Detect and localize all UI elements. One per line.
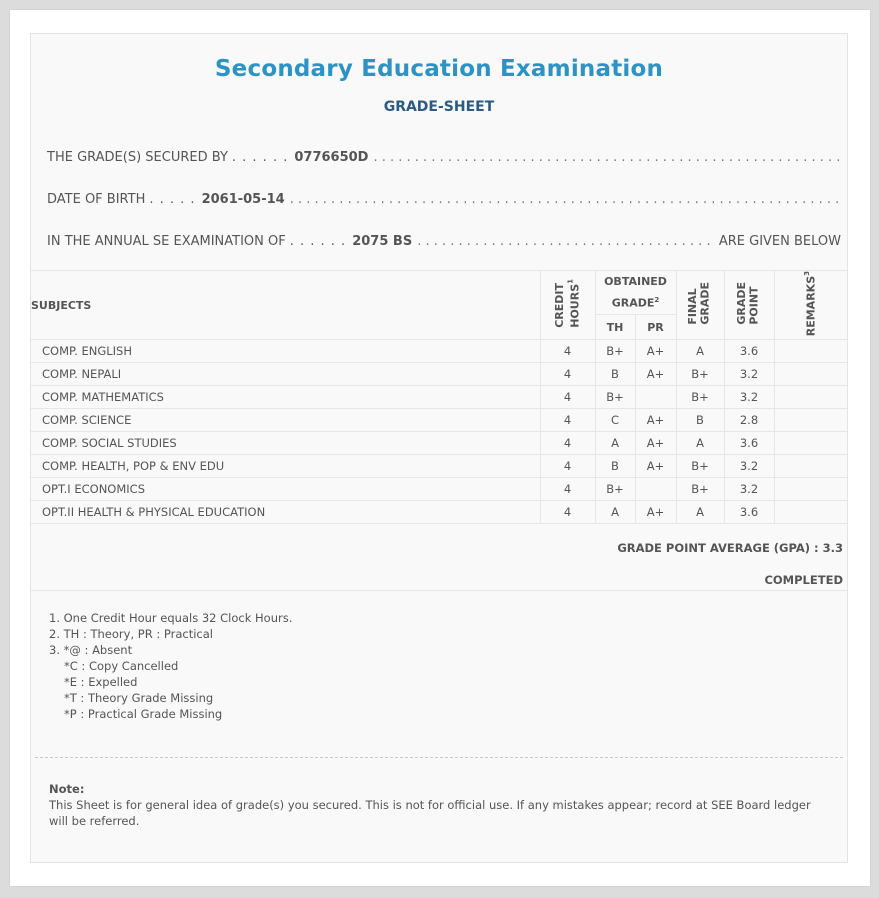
result-status: COMPLETED xyxy=(764,573,843,587)
remarks-cell xyxy=(774,432,847,455)
footnote-item: *E : Expelled xyxy=(64,675,138,689)
header-th: TH xyxy=(595,315,635,340)
secured-by-lead-dots: . . . . . . xyxy=(231,150,289,165)
footnote-item: 2. TH : Theory, PR : Practical xyxy=(49,627,213,641)
footnote-item: *P : Practical Grade Missing xyxy=(64,707,223,721)
grade-point-cell: 3.2 xyxy=(724,455,774,478)
grade-sheet xyxy=(30,33,848,863)
dob-lead-dots: . . . . . xyxy=(149,192,196,207)
th-grade-cell: B+ xyxy=(595,478,635,501)
final-grade-cell: B+ xyxy=(676,478,724,501)
header-grade-point: GRADE POINT xyxy=(724,271,774,340)
remarks-cell xyxy=(774,409,847,432)
exam-label: IN THE ANNUAL SE EXAMINATION OF xyxy=(47,234,286,249)
subject-cell: COMP. SCIENCE xyxy=(31,409,540,432)
given-below-text: ARE GIVEN BELOW xyxy=(718,234,841,249)
pr-grade-cell: A+ xyxy=(635,455,676,478)
grade-point-cell: 3.6 xyxy=(724,501,774,524)
table-row xyxy=(31,432,847,455)
th-grade-cell: A xyxy=(595,432,635,455)
grade-point-cell: 3.2 xyxy=(724,363,774,386)
secured-by-label: THE GRADE(S) SECURED BY xyxy=(47,150,228,165)
dob-value: 2061-05-14 xyxy=(201,192,285,207)
table-row xyxy=(31,478,847,501)
subject-cell: COMP. ENGLISH xyxy=(31,340,540,363)
credit-cell: 4 xyxy=(540,478,595,501)
remarks-cell xyxy=(774,478,847,501)
th-grade-cell: B xyxy=(595,455,635,478)
final-grade-cell: B+ xyxy=(676,455,724,478)
table-row xyxy=(31,501,847,524)
dob-line xyxy=(47,192,841,210)
exam-line xyxy=(47,234,841,252)
dotted-leader xyxy=(414,234,715,249)
credit-cell: 4 xyxy=(540,409,595,432)
credit-cell: 4 xyxy=(540,432,595,455)
credit-cell: 4 xyxy=(540,501,595,524)
subject-cell: COMP. SOCIAL STUDIES xyxy=(31,432,540,455)
credit-cell: 4 xyxy=(540,363,595,386)
footnote-item: *C : Copy Cancelled xyxy=(64,659,179,673)
dotted-leader xyxy=(287,192,841,207)
pr-grade-cell xyxy=(635,478,676,501)
subject-cell: COMP. HEALTH, POP & ENV EDU xyxy=(31,455,540,478)
th-grade-cell: B+ xyxy=(595,386,635,409)
grades-table xyxy=(31,270,847,524)
credit-cell: 4 xyxy=(540,386,595,409)
note-title: Note: xyxy=(49,782,85,796)
table-row xyxy=(31,386,847,409)
credit-cell: 4 xyxy=(540,455,595,478)
gpa-summary: GRADE POINT AVERAGE (GPA) : 3.3 xyxy=(617,541,843,555)
pr-grade-cell xyxy=(635,386,676,409)
credit-cell: 4 xyxy=(540,340,595,363)
subject-cell: COMP. MATHEMATICS xyxy=(31,386,540,409)
table-row xyxy=(31,363,847,386)
divider xyxy=(31,590,847,591)
footnotes xyxy=(49,610,292,722)
header-pr: PR xyxy=(635,315,676,340)
remarks-cell xyxy=(774,340,847,363)
th-grade-cell: B+ xyxy=(595,340,635,363)
exam-title: Secondary Education Examination xyxy=(214,56,664,82)
table-row xyxy=(31,340,847,363)
subject-cell: OPT.II HEALTH & PHYSICAL EDUCATION xyxy=(31,501,540,524)
exam-lead-dots: . . . . . . xyxy=(289,234,347,249)
final-grade-cell: A xyxy=(676,340,724,363)
grade-point-cell: 3.2 xyxy=(724,386,774,409)
header-credit-hours: CREDIT HOURS$^1$ xyxy=(540,271,595,340)
header-subjects: SUBJECTS xyxy=(31,271,540,340)
final-grade-cell: B+ xyxy=(676,386,724,409)
dotted-leader xyxy=(370,150,841,165)
grade-point-cell: 3.6 xyxy=(724,340,774,363)
sheet-title: GRADE-SHEET xyxy=(383,99,495,115)
remarks-cell xyxy=(774,501,847,524)
dob-label: DATE OF BIRTH xyxy=(47,192,146,207)
table-row xyxy=(31,455,847,478)
dashed-divider xyxy=(35,757,843,758)
pr-grade-cell: A+ xyxy=(635,501,676,524)
table-row xyxy=(31,409,847,432)
subject-cell: OPT.I ECONOMICS xyxy=(31,478,540,501)
final-grade-cell: A xyxy=(676,432,724,455)
remarks-cell xyxy=(774,363,847,386)
th-grade-cell: A xyxy=(595,501,635,524)
grade-point-cell: 2.8 xyxy=(724,409,774,432)
subject-cell: COMP. NEPALI xyxy=(31,363,540,386)
footnote-item: *T : Theory Grade Missing xyxy=(64,691,214,705)
grade-point-cell: 3.6 xyxy=(724,432,774,455)
note-text: This Sheet is for general idea of grade(s) you secured. This is not for official use. If any mistakes appear; record at SEE Board ledger will be referred. xyxy=(49,798,811,828)
pr-grade-cell: A+ xyxy=(635,363,676,386)
th-grade-cell: B xyxy=(595,363,635,386)
header-final-grade: FINAL GRADE xyxy=(676,271,724,340)
final-grade-cell: B xyxy=(676,409,724,432)
pr-grade-cell: A+ xyxy=(635,409,676,432)
pr-grade-cell: A+ xyxy=(635,340,676,363)
footnote-item: 1. One Credit Hour equals 32 Clock Hours. xyxy=(49,611,293,625)
page-frame xyxy=(9,9,871,887)
final-grade-cell: A xyxy=(676,501,724,524)
symbol-number: 0776650D xyxy=(294,150,369,165)
header-obtained-grade: OBTAINED GRADE$^2$ xyxy=(595,271,676,315)
remarks-cell xyxy=(774,386,847,409)
footnote-item: 3. *@ : Absent xyxy=(49,643,133,657)
th-grade-cell: C xyxy=(595,409,635,432)
secured-by-line xyxy=(47,150,841,168)
final-grade-cell: B+ xyxy=(676,363,724,386)
exam-year: 2075 BS xyxy=(352,234,413,249)
remarks-cell xyxy=(774,455,847,478)
header-remarks: REMARKS$^3$ xyxy=(774,271,847,340)
grade-point-cell: 3.2 xyxy=(724,478,774,501)
pr-grade-cell: A+ xyxy=(635,432,676,455)
